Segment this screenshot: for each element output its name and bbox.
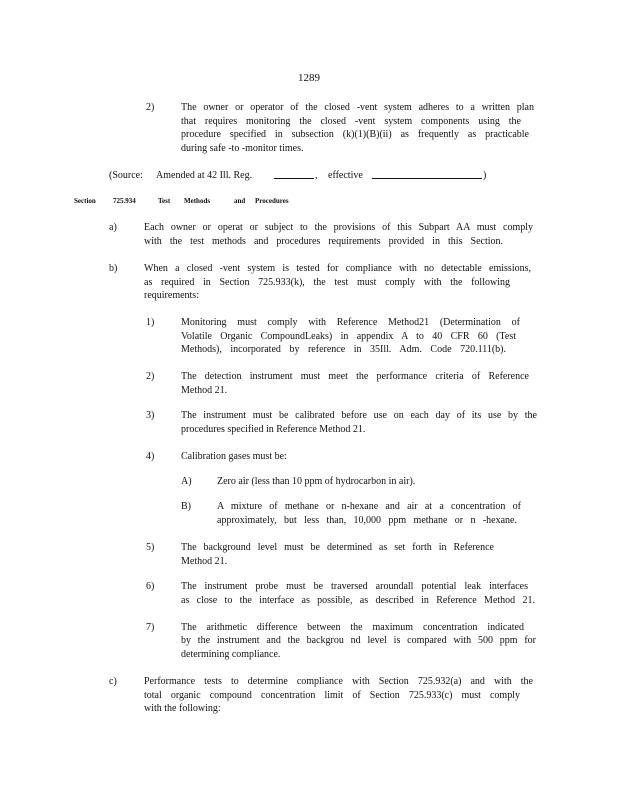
section-title-word: and <box>234 197 246 205</box>
sub-item-label: A) <box>181 476 192 487</box>
text-line: Method 21. <box>181 556 228 567</box>
date-blank <box>274 169 314 179</box>
text-line: procedures specified in Reference Method 21. <box>181 424 366 435</box>
item-label: 4) <box>146 451 155 462</box>
para-label: c) <box>109 676 117 687</box>
para-label: a) <box>109 222 117 233</box>
item-label: 7) <box>146 622 155 633</box>
section-word: Section <box>74 197 96 205</box>
para-label: b) <box>109 263 118 274</box>
effective-blank <box>372 169 482 179</box>
text-line: Volatile Organic CompoundLeaks) in appendix A to 40 CFR 60 (Test <box>181 331 516 342</box>
section-title-word: Test <box>158 197 171 205</box>
source-comma: , <box>315 170 318 181</box>
text-line: The instrument probe must be traversed aroundall potential leak interfaces <box>181 581 528 592</box>
text-line: The instrument must be calibrated before use on each day of its use by the <box>181 410 537 421</box>
source-effective: effective <box>328 170 363 181</box>
text-line: Monitoring must comply with Reference Method21 (Determination of <box>181 317 520 328</box>
text-line: A mixture of methane or n-hexane and air at a concentration of <box>217 501 521 512</box>
text-line: The background level must be determined as set forth in Reference <box>181 542 494 553</box>
item-label: 2) <box>146 371 155 382</box>
text-line: as required in Section 725.933(k), the test must comply with the following <box>144 277 510 288</box>
text-line: requirements: <box>144 290 199 301</box>
text-line: The detection instrument must meet the performance criteria of Reference <box>181 371 529 382</box>
text-line: procedure specified in subsection (k)(1)(B)(ii) as frequently as practicable <box>181 129 529 140</box>
item-label: 5) <box>146 542 155 553</box>
text-line: When a closed -vent system is tested for compliance with no detectable emissions, <box>144 263 531 274</box>
text-line: approximately, but less than, 10,000 ppm methane or n -hexane. <box>217 515 517 526</box>
source-close: ) <box>483 170 487 181</box>
text-line: total organic compound concentration limit of Section 725.933(c) must comply <box>144 690 520 701</box>
text-line: The owner or operator of the closed -vent system adheres to a written plan <box>181 102 534 113</box>
text-line: determining compliance. <box>181 649 281 660</box>
item-label: 3) <box>146 410 155 421</box>
text-line: during safe -to -monitor times. <box>181 143 304 154</box>
text-line: Performance tests to determine compliance with Section 725.932(a) and with the <box>144 676 533 687</box>
text-line: Methods), incorporated by reference in 35Ill. Adm. Code 720.111(b). <box>181 344 506 355</box>
item-label: 2) <box>146 102 155 113</box>
item-label: 1) <box>146 317 155 328</box>
text-line: Each owner or operat or subject to the provisions of this Subpart AA must comply <box>144 222 533 233</box>
text-line: with the test methods and procedures requirements provided in this Section. <box>144 236 503 247</box>
sub-item-label: B) <box>181 501 191 512</box>
page-number: 1289 <box>298 72 320 84</box>
text-line: that requires monitoring the closed -vent system components using the <box>181 116 521 127</box>
item-label: 6) <box>146 581 155 592</box>
text-line: with the following: <box>144 703 221 714</box>
section-title-word: Procedures <box>255 197 289 205</box>
text-line: Method 21. <box>181 385 228 396</box>
text-line: The arithmetic difference between the maximum concentration indicated <box>181 622 524 633</box>
source-text: Amended at 42 Ill. Reg. <box>156 170 253 181</box>
section-number: 725.934 <box>113 197 136 205</box>
text-line: as close to the interface as possible, as described in Reference Method 21. <box>181 595 535 606</box>
section-title-word: Methods <box>184 197 211 205</box>
text-line: Calibration gases must be: <box>181 451 287 462</box>
text-line: Zero air (less than 10 ppm of hydrocarbon in air). <box>217 476 416 487</box>
source-prefix: (Source: <box>109 170 143 181</box>
text-line: by the instrument and the backgrou nd level is compared with 500 ppm for <box>181 635 536 646</box>
